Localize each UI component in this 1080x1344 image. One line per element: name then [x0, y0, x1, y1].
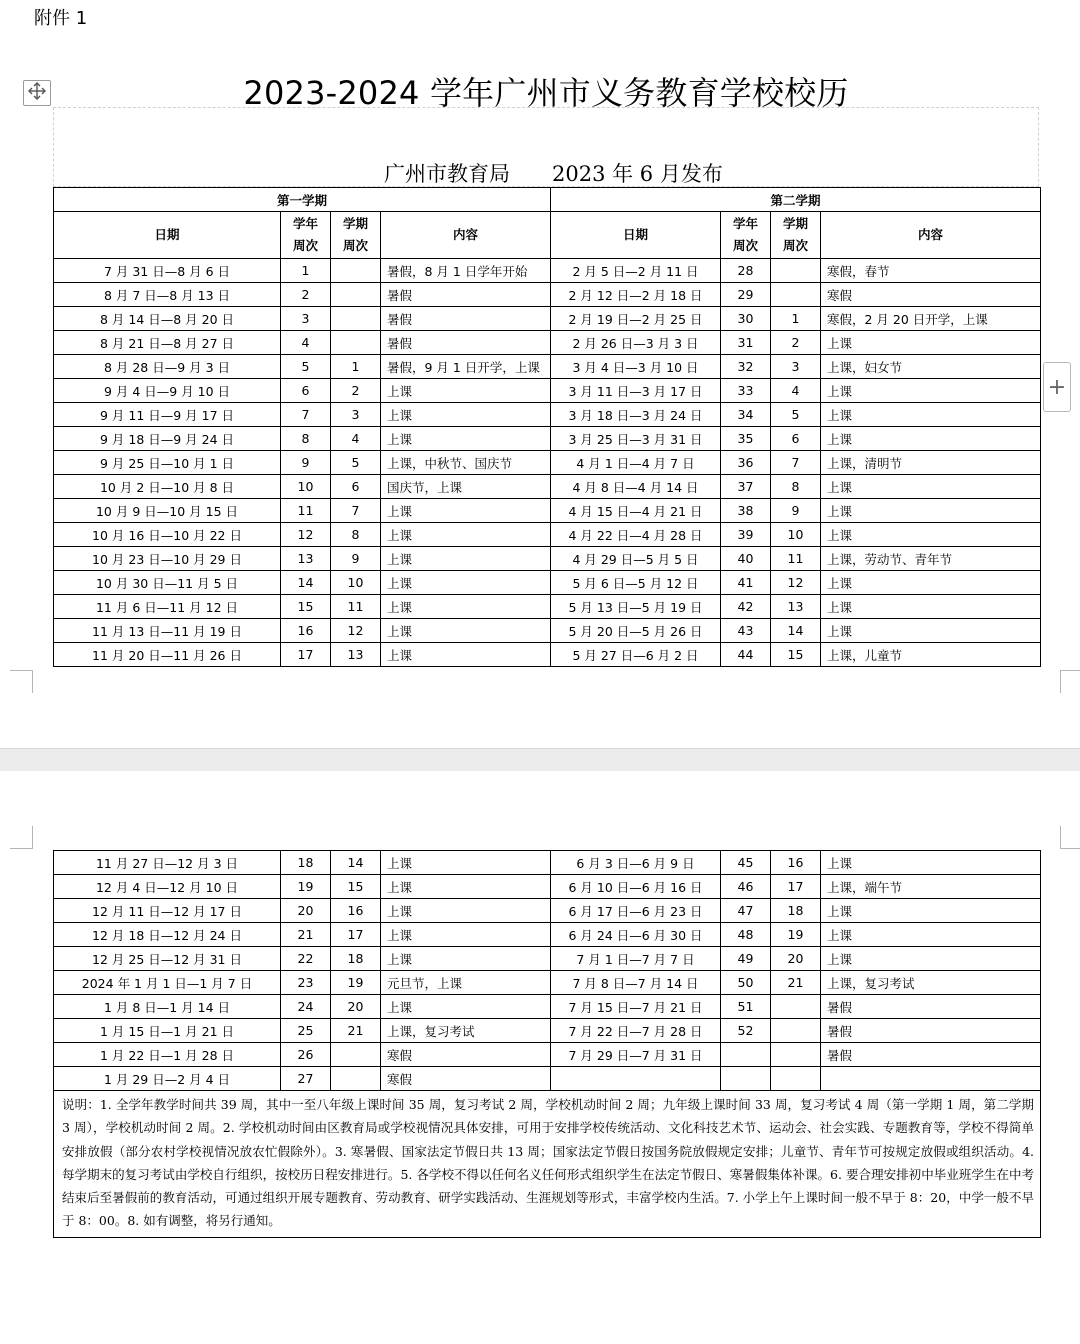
- sem1-term-week-cell: 2: [331, 379, 381, 403]
- sem1-content-cell: 上课: [381, 947, 551, 971]
- add-row-button[interactable]: [1043, 362, 1071, 412]
- sem1-content-cell: 暑假，9 月 1 日开学，上课: [381, 355, 551, 379]
- sem2-date-cell: [551, 1067, 721, 1091]
- table-row: [54, 923, 1041, 947]
- sem2-year-week-cell: 39: [721, 523, 771, 547]
- sem2-date-cell: 4 月 15 日—4 月 21 日: [551, 499, 721, 523]
- page-corner-mark: [10, 826, 33, 849]
- sem2-date-cell: 2 月 5 日—2 月 11 日: [551, 259, 721, 283]
- sem2-term-week-cell: 11: [771, 547, 821, 571]
- sem1-date-cell: 2024 年 1 月 1 日—1 月 7 日: [54, 971, 281, 995]
- sem1-year-week-cell: 26: [281, 1043, 331, 1067]
- sem2-year-week-cell: 44: [721, 643, 771, 667]
- sem1-year-week-cell: 22: [281, 947, 331, 971]
- sem2-content-cell: 寒假，春节: [821, 259, 1041, 283]
- sem2-term-week-cell: 12: [771, 571, 821, 595]
- year-week-header: [721, 212, 771, 259]
- sem1-date-cell: 10 月 23 日—10 月 29 日: [54, 547, 281, 571]
- sem1-year-week-cell: 4: [281, 331, 331, 355]
- sem1-date-cell: 9 月 11 日—9 月 17 日: [54, 403, 281, 427]
- sem1-date-cell: 8 月 14 日—8 月 20 日: [54, 307, 281, 331]
- sem1-term-week-cell: 21: [331, 1019, 381, 1043]
- sem2-term-week-cell: 13: [771, 595, 821, 619]
- sem1-content-cell: 上课: [381, 875, 551, 899]
- table-row: [54, 307, 1041, 331]
- sem2-date-cell: 5 月 20 日—5 月 26 日: [551, 619, 721, 643]
- table-row: [54, 851, 1041, 875]
- sem2-year-week-cell: 48: [721, 923, 771, 947]
- sem2-term-week-cell: 20: [771, 947, 821, 971]
- sem2-date-cell: 6 月 3 日—6 月 9 日: [551, 851, 721, 875]
- sem2-term-week-cell: 7: [771, 451, 821, 475]
- sem2-year-week-cell: 36: [721, 451, 771, 475]
- sem2-date-cell: 2 月 26 日—3 月 3 日: [551, 331, 721, 355]
- sem2-date-cell: 4 月 29 日—5 月 5 日: [551, 547, 721, 571]
- sem1-content-cell: 暑假: [381, 331, 551, 355]
- content-header: 内容: [381, 212, 551, 259]
- sem1-date-cell: 12 月 11 日—12 月 17 日: [54, 899, 281, 923]
- sem1-year-week-cell: 1: [281, 259, 331, 283]
- page-title: 2023-2024 学年广州市义务教育学校校历: [243, 74, 849, 112]
- sem2-year-week-cell: [721, 1067, 771, 1091]
- sem2-date-cell: 7 月 8 日—7 月 14 日: [551, 971, 721, 995]
- sem1-content-cell: 上课: [381, 427, 551, 451]
- sem2-term-week-cell: 1: [771, 307, 821, 331]
- semester1-header: 第一学期: [54, 188, 551, 212]
- sem1-year-week-cell: 14: [281, 571, 331, 595]
- sem2-term-week-cell: [771, 259, 821, 283]
- sem2-term-week-cell: 15: [771, 643, 821, 667]
- sem1-year-week-cell: 23: [281, 971, 331, 995]
- table-row: [54, 427, 1041, 451]
- sem1-content-cell: 上课: [381, 899, 551, 923]
- sem2-year-week-cell: 35: [721, 427, 771, 451]
- date-header: 日期: [551, 212, 721, 259]
- sem1-year-week-cell: 21: [281, 923, 331, 947]
- sem1-term-week-cell: 17: [331, 923, 381, 947]
- sem1-date-cell: 11 月 27 日—12 月 3 日: [54, 851, 281, 875]
- sem2-content-cell: 上课，劳动节、青年节: [821, 547, 1041, 571]
- sem1-date-cell: 7 月 31 日—8 月 6 日: [54, 259, 281, 283]
- sem2-content-cell: 上课: [821, 595, 1041, 619]
- sem2-date-cell: 5 月 13 日—5 月 19 日: [551, 595, 721, 619]
- sem1-date-cell: 12 月 18 日—12 月 24 日: [54, 923, 281, 947]
- sem1-year-week-cell: 11: [281, 499, 331, 523]
- sem1-year-week-cell: 17: [281, 643, 331, 667]
- sem1-year-week-cell: 13: [281, 547, 331, 571]
- sem2-date-cell: 7 月 22 日—7 月 28 日: [551, 1019, 721, 1043]
- sem1-date-cell: 1 月 8 日—1 月 14 日: [54, 995, 281, 1019]
- sem1-date-cell: 11 月 20 日—11 月 26 日: [54, 643, 281, 667]
- sem2-year-week-cell: 40: [721, 547, 771, 571]
- sem1-date-cell: 12 月 4 日—12 月 10 日: [54, 875, 281, 899]
- sem1-term-week-cell: 18: [331, 947, 381, 971]
- sem2-year-week-cell: 30: [721, 307, 771, 331]
- term-week-header-line2: 周次: [782, 238, 808, 253]
- sem1-date-cell: 1 月 15 日—1 月 21 日: [54, 1019, 281, 1043]
- sem2-year-week-cell: 34: [721, 403, 771, 427]
- sem2-date-cell: 3 月 11 日—3 月 17 日: [551, 379, 721, 403]
- sem1-term-week-cell: 10: [331, 571, 381, 595]
- sem2-year-week-cell: 32: [721, 355, 771, 379]
- sem2-year-week-cell: 29: [721, 283, 771, 307]
- sem1-term-week-cell: 1: [331, 355, 381, 379]
- sem1-term-week-cell: [331, 331, 381, 355]
- sem2-year-week-cell: 46: [721, 875, 771, 899]
- sem1-date-cell: 1 月 22 日—1 月 28 日: [54, 1043, 281, 1067]
- sem1-date-cell: 8 月 21 日—8 月 27 日: [54, 331, 281, 355]
- sem2-year-week-cell: 50: [721, 971, 771, 995]
- table-row: [54, 331, 1041, 355]
- sem2-content-cell: 上课: [821, 523, 1041, 547]
- sem2-year-week-cell: 28: [721, 259, 771, 283]
- sem2-year-week-cell: 45: [721, 851, 771, 875]
- plus-icon: +: [1047, 374, 1067, 400]
- sem2-term-week-cell: [771, 1043, 821, 1067]
- table-row: [54, 899, 1041, 923]
- sem2-term-week-cell: 3: [771, 355, 821, 379]
- sem2-year-week-cell: 52: [721, 1019, 771, 1043]
- table-row: [54, 571, 1041, 595]
- sem1-content-cell: 寒假: [381, 1067, 551, 1091]
- sem1-year-week-cell: 3: [281, 307, 331, 331]
- date-header: 日期: [54, 212, 281, 259]
- sem1-content-cell: 上课: [381, 995, 551, 1019]
- table-row: [54, 995, 1041, 1019]
- sem1-content-cell: 上课: [381, 379, 551, 403]
- publisher-line: [384, 158, 723, 188]
- sem1-term-week-cell: 13: [331, 643, 381, 667]
- sem1-year-week-cell: 6: [281, 379, 331, 403]
- table-row: [54, 379, 1041, 403]
- sem2-date-cell: 2 月 12 日—2 月 18 日: [551, 283, 721, 307]
- table-row: [54, 595, 1041, 619]
- year-week-header: [281, 212, 331, 259]
- sem1-term-week-cell: 20: [331, 995, 381, 1019]
- year-week-header-line2: 周次: [292, 238, 318, 253]
- sem1-content-cell: 元旦节，上课: [381, 971, 551, 995]
- table-row: [54, 547, 1041, 571]
- sem2-content-cell: 寒假，2 月 20 日开学，上课: [821, 307, 1041, 331]
- sem1-date-cell: 10 月 30 日—11 月 5 日: [54, 571, 281, 595]
- sem1-content-cell: 上课: [381, 923, 551, 947]
- sem1-term-week-cell: [331, 1067, 381, 1091]
- sem2-content-cell: 暑假: [821, 1019, 1041, 1043]
- table-row: [54, 451, 1041, 475]
- calendar-table-page2: [53, 850, 1041, 1238]
- sem2-content-cell: 上课: [821, 851, 1041, 875]
- sem2-content-cell: 上课，端午节: [821, 875, 1041, 899]
- table-row: [54, 523, 1041, 547]
- sem1-term-week-cell: 12: [331, 619, 381, 643]
- publish-date: 2023 年 6 月发布: [552, 162, 723, 186]
- sem1-year-week-cell: 7: [281, 403, 331, 427]
- sem2-content-cell: 上课: [821, 475, 1041, 499]
- sem2-year-week-cell: 37: [721, 475, 771, 499]
- sem1-content-cell: 上课: [381, 595, 551, 619]
- sem2-term-week-cell: 16: [771, 851, 821, 875]
- sem1-content-cell: 上课: [381, 643, 551, 667]
- sem1-content-cell: 上课: [381, 851, 551, 875]
- sem1-year-week-cell: 25: [281, 1019, 331, 1043]
- sem1-date-cell: 11 月 13 日—11 月 19 日: [54, 619, 281, 643]
- sem2-term-week-cell: 2: [771, 331, 821, 355]
- sem2-date-cell: 3 月 25 日—3 月 31 日: [551, 427, 721, 451]
- sem1-date-cell: 10 月 16 日—10 月 22 日: [54, 523, 281, 547]
- sem1-content-cell: 上课: [381, 571, 551, 595]
- sem1-date-cell: 8 月 28 日—9 月 3 日: [54, 355, 281, 379]
- sem2-term-week-cell: 14: [771, 619, 821, 643]
- sem2-content-cell: 上课，妇女节: [821, 355, 1041, 379]
- sem2-year-week-cell: 33: [721, 379, 771, 403]
- content-header: 内容: [821, 212, 1041, 259]
- sem1-year-week-cell: 18: [281, 851, 331, 875]
- sem1-term-week-cell: 5: [331, 451, 381, 475]
- term-week-header-line2: 周次: [342, 238, 368, 253]
- table-row: [54, 403, 1041, 427]
- sem1-term-week-cell: 11: [331, 595, 381, 619]
- sem1-term-week-cell: 9: [331, 547, 381, 571]
- calendar-table-page1: [53, 187, 1041, 667]
- sem1-term-week-cell: [331, 283, 381, 307]
- sem1-content-cell: 上课: [381, 547, 551, 571]
- sem1-term-week-cell: 15: [331, 875, 381, 899]
- sem2-date-cell: 7 月 1 日—7 月 7 日: [551, 947, 721, 971]
- table-row: [54, 971, 1041, 995]
- sem1-date-cell: 8 月 7 日—8 月 13 日: [54, 283, 281, 307]
- sem1-date-cell: 9 月 25 日—10 月 1 日: [54, 451, 281, 475]
- sem2-term-week-cell: [771, 995, 821, 1019]
- page-corner-mark: [1060, 826, 1080, 849]
- sem2-year-week-cell: 38: [721, 499, 771, 523]
- year-week-header-line1: 学年: [732, 216, 758, 231]
- sem1-content-cell: 暑假: [381, 307, 551, 331]
- attachment-label: 附件 1: [34, 8, 88, 29]
- sem2-content-cell: 上课: [821, 899, 1041, 923]
- sem1-date-cell: 1 月 29 日—2 月 4 日: [54, 1067, 281, 1091]
- sem1-term-week-cell: 14: [331, 851, 381, 875]
- sem1-term-week-cell: [331, 307, 381, 331]
- publisher-org: 广州市教育局: [384, 162, 510, 186]
- sem1-term-week-cell: [331, 259, 381, 283]
- sem2-content-cell: 上课: [821, 619, 1041, 643]
- sem2-content-cell: 上课: [821, 427, 1041, 451]
- sem2-year-week-cell: 42: [721, 595, 771, 619]
- semester2-header: 第二学期: [551, 188, 1041, 212]
- sem2-term-week-cell: [771, 1019, 821, 1043]
- sem2-term-week-cell: 19: [771, 923, 821, 947]
- sem2-date-cell: 3 月 4 日—3 月 10 日: [551, 355, 721, 379]
- sem2-content-cell: 上课: [821, 331, 1041, 355]
- sem1-year-week-cell: 10: [281, 475, 331, 499]
- sem2-date-cell: 4 月 1 日—4 月 7 日: [551, 451, 721, 475]
- notes-text: 说明：1. 全学年教学时间共 39 周，其中一至八年级上课时间 35 周，复习考试 2 周，学校机动时间 2 周；九年级上课时间 33 周，复习考试 4 周（第一学期 1 周，第二学期 3 周），学校机动时间 2 周。2. 学校机动时间由区教育局或学校视情况具体安排，可用于安排学校传统活动、文化科技艺术节、运动会、社会实践、专题教育等，学校不得简单安排放假（部分农村学校视情况放农忙假除外）。3. 寒暑假、国家法定节假日共 13 周；国家法定节假日按国务院放假规定安排；儿童节、青年节可按规定放假或组织活动。4. 每学期末的复习考试由学校自行组织，按校历日程安排进行。5. 各学校不得以任何名义任何形式组织学生在法定节假日、寒暑假集体补课。6. 要合理安排初中毕业班学生在中考结束后至暑假前的教育活动，可通过组织开展专题教育、劳动教育、研学实践活动、生涯规划等形式，丰富学校内生活。7. 小学上午上课时间一般不早于 8：20，中学一般不早于 8：00。8. 如有调整，将另行通知。: [54, 1091, 1041, 1238]
- sem2-content-cell: 上课: [821, 499, 1041, 523]
- table-row: [54, 283, 1041, 307]
- page-corner-mark: [10, 670, 33, 693]
- sem2-term-week-cell: 10: [771, 523, 821, 547]
- sem1-content-cell: 上课: [381, 499, 551, 523]
- year-week-header-line2: 周次: [732, 238, 758, 253]
- sem1-content-cell: 寒假: [381, 1043, 551, 1067]
- sem2-content-cell: 上课: [821, 403, 1041, 427]
- term-week-header-line1: 学期: [342, 216, 368, 231]
- sem2-term-week-cell: 18: [771, 899, 821, 923]
- sem2-date-cell: 7 月 15 日—7 月 21 日: [551, 995, 721, 1019]
- sem1-date-cell: 9 月 18 日—9 月 24 日: [54, 427, 281, 451]
- sem2-term-week-cell: [771, 283, 821, 307]
- sem1-content-cell: 国庆节，上课: [381, 475, 551, 499]
- table-row: [54, 499, 1041, 523]
- sem2-content-cell: [821, 1067, 1041, 1091]
- sem1-date-cell: 12 月 25 日—12 月 31 日: [54, 947, 281, 971]
- sem1-year-week-cell: 2: [281, 283, 331, 307]
- sem1-content-cell: 上课，复习考试: [381, 1019, 551, 1043]
- sem1-year-week-cell: 19: [281, 875, 331, 899]
- sem1-term-week-cell: 8: [331, 523, 381, 547]
- sem1-year-week-cell: 5: [281, 355, 331, 379]
- sem2-year-week-cell: 31: [721, 331, 771, 355]
- sem1-content-cell: 上课: [381, 523, 551, 547]
- sem2-content-cell: 上课，清明节: [821, 451, 1041, 475]
- term-week-header: [331, 212, 381, 259]
- sem1-year-week-cell: 20: [281, 899, 331, 923]
- table-row: [54, 643, 1041, 667]
- table-row: [54, 355, 1041, 379]
- sem2-content-cell: 上课: [821, 947, 1041, 971]
- sem1-year-week-cell: 8: [281, 427, 331, 451]
- sem2-year-week-cell: [721, 1043, 771, 1067]
- sem1-date-cell: 10 月 9 日—10 月 15 日: [54, 499, 281, 523]
- sem2-date-cell: 5 月 6 日—5 月 12 日: [551, 571, 721, 595]
- sem2-date-cell: 3 月 18 日—3 月 24 日: [551, 403, 721, 427]
- sem2-date-cell: 4 月 22 日—4 月 28 日: [551, 523, 721, 547]
- sem2-term-week-cell: 21: [771, 971, 821, 995]
- sem1-term-week-cell: [331, 1043, 381, 1067]
- table-row: [54, 475, 1041, 499]
- sem1-date-cell: 11 月 6 日—11 月 12 日: [54, 595, 281, 619]
- sem2-date-cell: 6 月 17 日—6 月 23 日: [551, 899, 721, 923]
- sem2-term-week-cell: 5: [771, 403, 821, 427]
- sem2-content-cell: 上课: [821, 571, 1041, 595]
- sem1-year-week-cell: 27: [281, 1067, 331, 1091]
- year-week-header-line1: 学年: [292, 216, 318, 231]
- sem1-year-week-cell: 24: [281, 995, 331, 1019]
- sem2-term-week-cell: [771, 1067, 821, 1091]
- table-row: [54, 947, 1041, 971]
- term-week-header-line1: 学期: [782, 216, 808, 231]
- sem2-content-cell: 暑假: [821, 1043, 1041, 1067]
- sem1-term-week-cell: 19: [331, 971, 381, 995]
- sem1-content-cell: 暑假，8 月 1 日学年开始: [381, 259, 551, 283]
- sem2-content-cell: 上课: [821, 923, 1041, 947]
- sem1-year-week-cell: 9: [281, 451, 331, 475]
- sem2-term-week-cell: 9: [771, 499, 821, 523]
- sem1-year-week-cell: 15: [281, 595, 331, 619]
- page-corner-mark: [1060, 670, 1080, 693]
- table-row: [54, 875, 1041, 899]
- table-row: [54, 259, 1041, 283]
- sem2-year-week-cell: 49: [721, 947, 771, 971]
- sem1-content-cell: 上课: [381, 619, 551, 643]
- sem2-term-week-cell: 17: [771, 875, 821, 899]
- sem1-year-week-cell: 12: [281, 523, 331, 547]
- sem2-term-week-cell: 8: [771, 475, 821, 499]
- sem2-year-week-cell: 51: [721, 995, 771, 1019]
- sem2-year-week-cell: 43: [721, 619, 771, 643]
- page-break: [0, 748, 1080, 771]
- sem1-date-cell: 9 月 4 日—9 月 10 日: [54, 379, 281, 403]
- sem1-term-week-cell: 4: [331, 427, 381, 451]
- sem2-date-cell: 7 月 29 日—7 月 31 日: [551, 1043, 721, 1067]
- sem1-content-cell: 暑假: [381, 283, 551, 307]
- sem2-content-cell: 寒假: [821, 283, 1041, 307]
- sem1-date-cell: 10 月 2 日—10 月 8 日: [54, 475, 281, 499]
- sem2-content-cell: 上课，儿童节: [821, 643, 1041, 667]
- sem2-date-cell: 5 月 27 日—6 月 2 日: [551, 643, 721, 667]
- sem2-content-cell: 上课，复习考试: [821, 971, 1041, 995]
- sem2-term-week-cell: 4: [771, 379, 821, 403]
- sem2-date-cell: 6 月 24 日—6 月 30 日: [551, 923, 721, 947]
- sem2-content-cell: 暑假: [821, 995, 1041, 1019]
- sem1-term-week-cell: 3: [331, 403, 381, 427]
- sem1-term-week-cell: 6: [331, 475, 381, 499]
- sem2-year-week-cell: 47: [721, 899, 771, 923]
- table-row: [54, 1019, 1041, 1043]
- table-row: [54, 619, 1041, 643]
- table-row: [54, 1043, 1041, 1067]
- table-row: [54, 1067, 1041, 1091]
- sem2-date-cell: 4 月 8 日—4 月 14 日: [551, 475, 721, 499]
- sem1-content-cell: 上课: [381, 403, 551, 427]
- sem1-content-cell: 上课，中秋节、国庆节: [381, 451, 551, 475]
- sem2-year-week-cell: 41: [721, 571, 771, 595]
- term-week-header: [771, 212, 821, 259]
- sem1-year-week-cell: 16: [281, 619, 331, 643]
- sem1-term-week-cell: 16: [331, 899, 381, 923]
- sem2-content-cell: 上课: [821, 379, 1041, 403]
- sem2-term-week-cell: 6: [771, 427, 821, 451]
- sem1-term-week-cell: 7: [331, 499, 381, 523]
- sem2-date-cell: 2 月 19 日—2 月 25 日: [551, 307, 721, 331]
- sem2-date-cell: 6 月 10 日—6 月 16 日: [551, 875, 721, 899]
